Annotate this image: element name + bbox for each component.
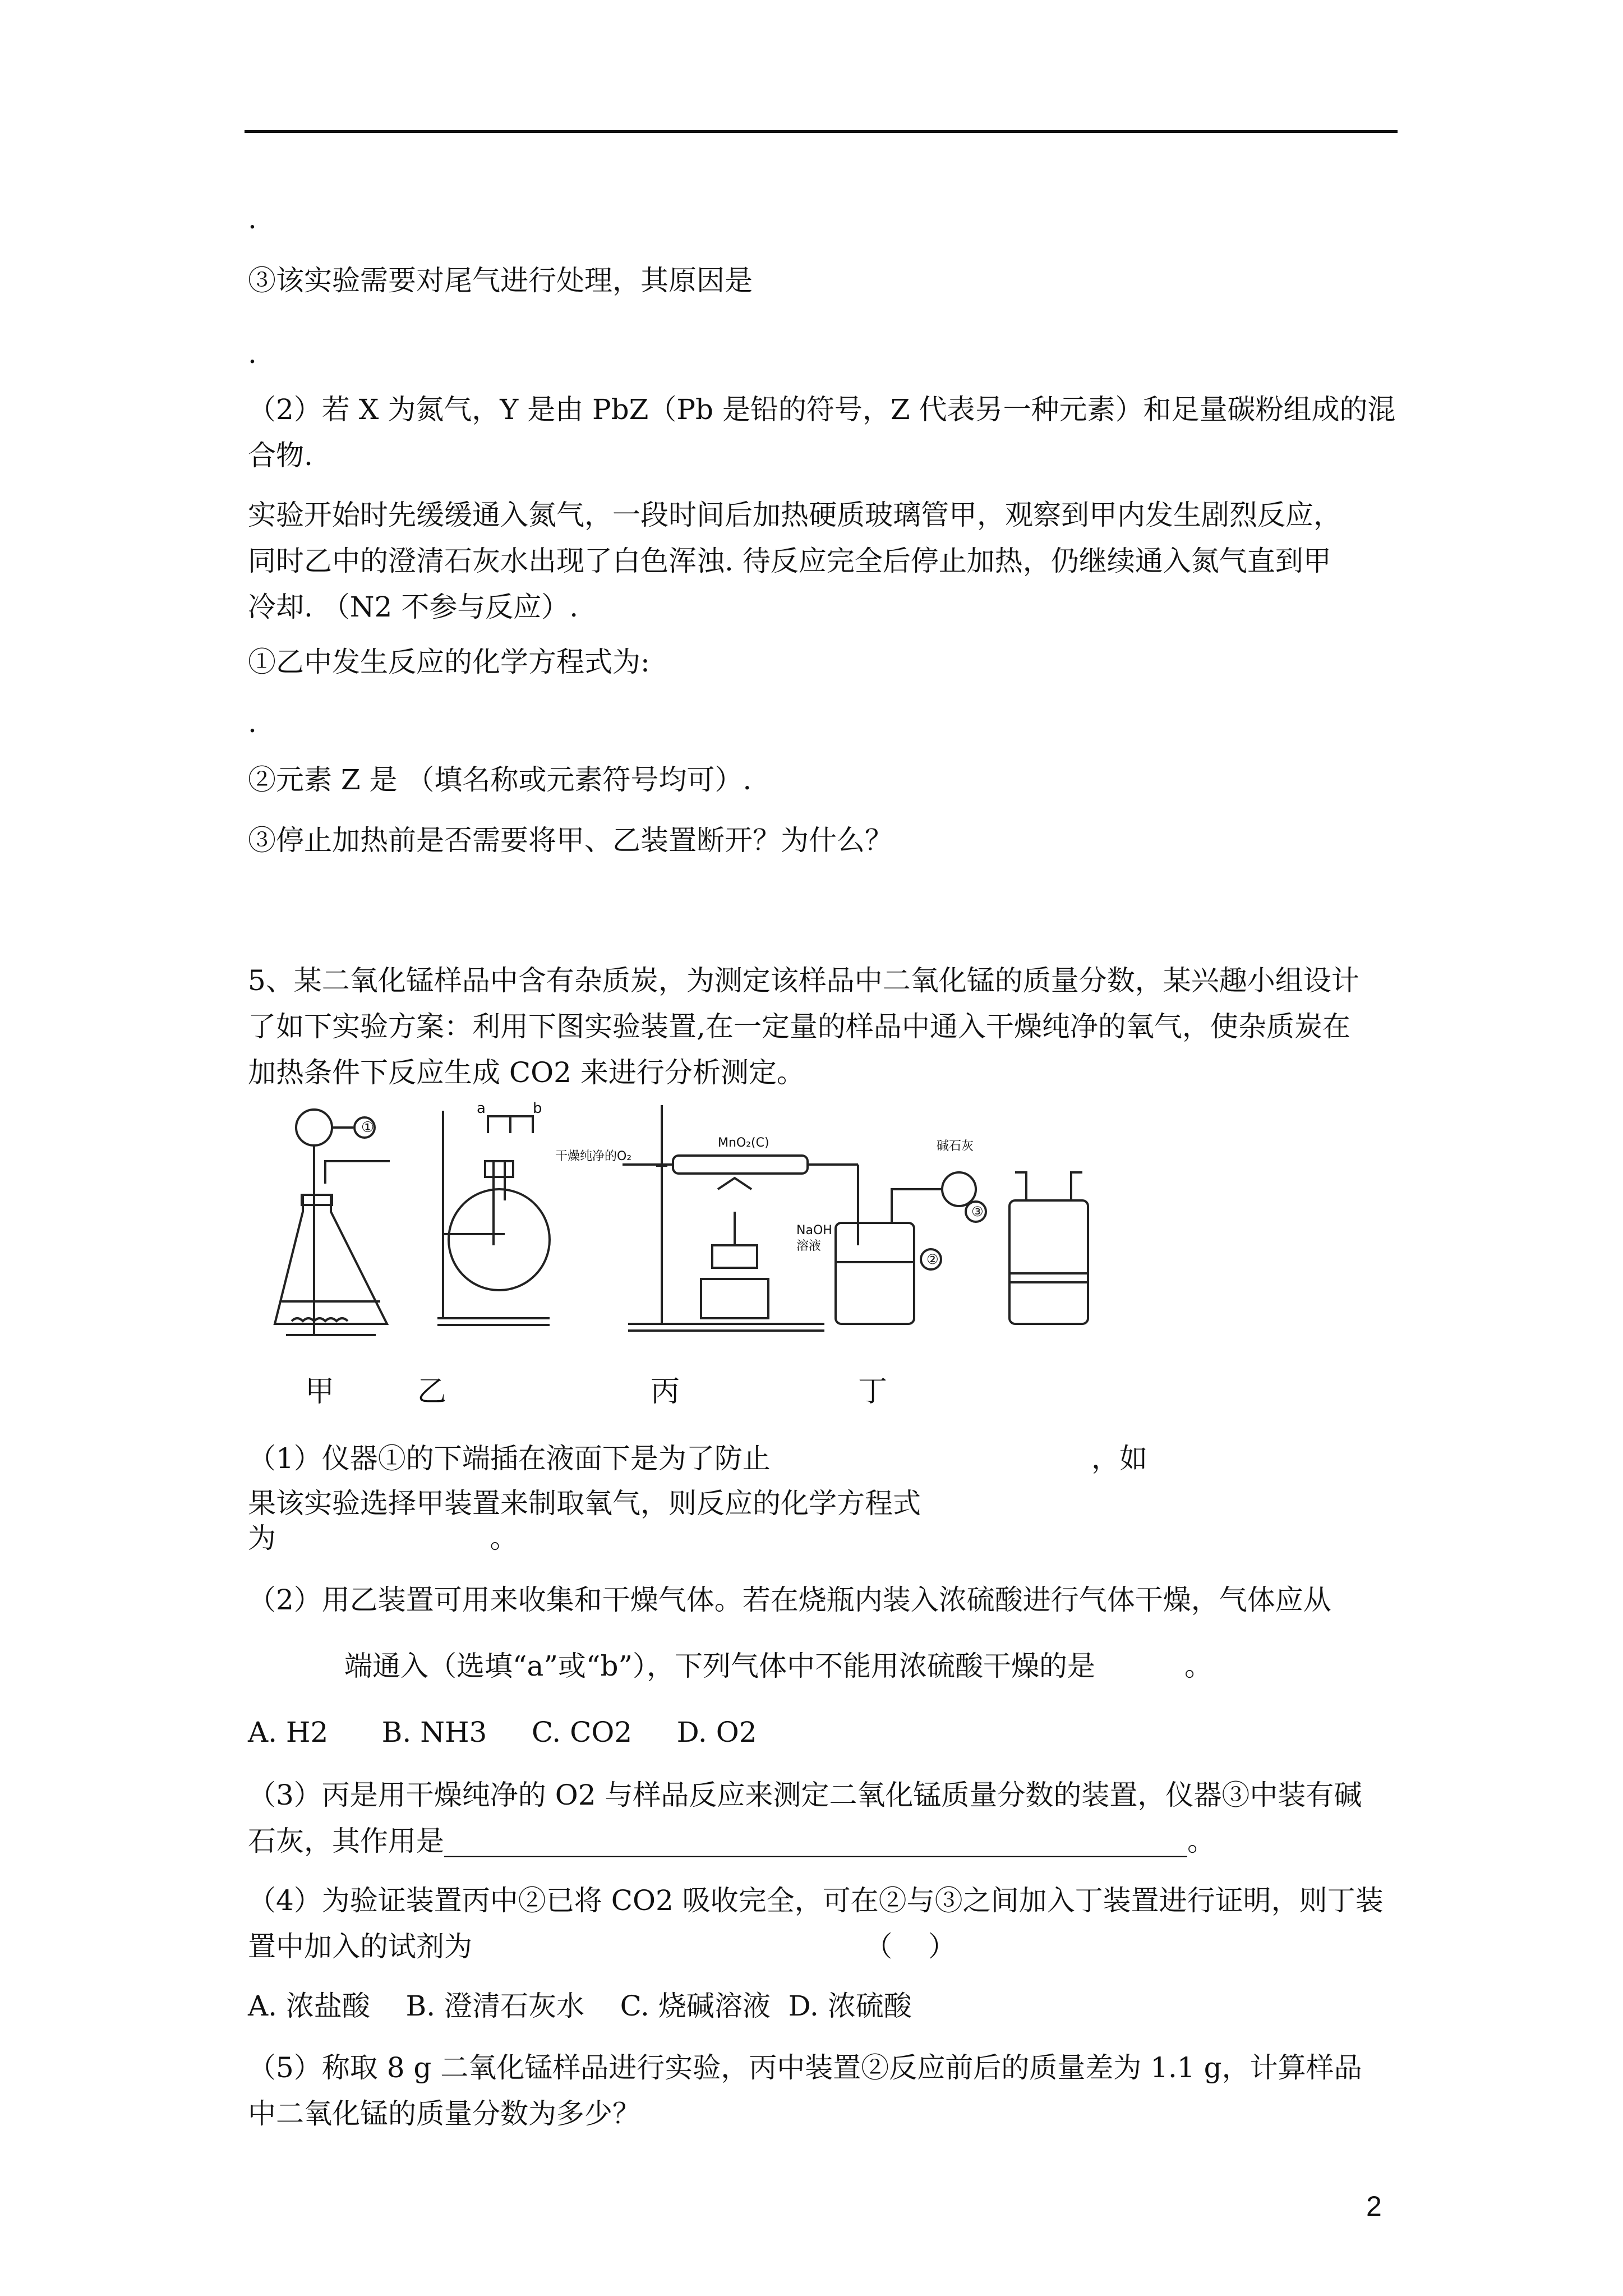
text-line-l05: 合物. <box>248 439 313 472</box>
text-line-l18: 为 。 <box>248 1522 518 1554</box>
text-line-l03: . <box>248 337 257 370</box>
text-line-l26: A. 浓盐酸 B. 澄清石灰水 C. 烧碱溶液 D. 浓硫酸 <box>248 1990 912 2022</box>
text-line-l24: （4）为验证装置丙中②已将 CO2 吸收完全，可在②与③之间加入丁装置进行证明，则丁装 <box>248 1884 1384 1917</box>
text-line-l09: ①乙中发生反应的化学方程式为: <box>248 646 650 678</box>
text-line-l21: A. H2 B. NH3 C. CO2 D. O2 <box>248 1716 757 1749</box>
text-line-l23: 石灰，其作用是_____________________________________________________。 <box>248 1825 1215 1857</box>
text-line-l22: （3）丙是用干燥纯净的 O2 与样品反应来测定二氧化锰质量分数的装置，仪器③中装有碱 <box>248 1779 1362 1811</box>
text-line-l20: 端通入（选填“a”或“b”），下列气体中不能用浓硫酸干燥的是 。 <box>344 1650 1212 1682</box>
text-line-l14: 了如下实验方案：利用下图实验装置,在一定量的样品中通入干燥纯净的氧气，使杂质炭在 <box>248 1010 1350 1043</box>
label-b: b <box>533 1100 542 1117</box>
figure-label-jia: 甲 <box>305 1375 335 1409</box>
header-rule <box>245 130 1398 133</box>
text-line-l10: . <box>248 706 257 739</box>
text-line-l13: 5、某二氧化锰样品中含有杂质炭，为测定该样品中二氧化锰的质量分数，某兴趣小组设计 <box>248 964 1359 997</box>
label-a: a <box>477 1100 486 1117</box>
sample-label: MnO₂(C) <box>718 1136 769 1150</box>
text-line-l11: ②元素 Z 是 （填名称或元素符号均可）. <box>248 763 752 796</box>
text-line-l08: 冷却. （N2 不参与反应）. <box>248 591 579 623</box>
text-line-l17: 果该实验选择甲装置来制取氧气，则反应的化学方程式 <box>248 1487 921 1520</box>
naoh-label-1: NaOH <box>796 1223 832 1237</box>
limestone-label: 碱石灰 <box>937 1139 974 1153</box>
circle-1-text: ① <box>361 1119 375 1136</box>
apparatus-ding <box>1009 1172 1088 1324</box>
text-line-l28: 中二氧化锰的质量分数为多少？ <box>248 2097 640 2130</box>
text-line-l02: ③该实验需要对尾气进行处理，其原因是 <box>248 264 753 297</box>
text-line-l25: 置中加入的试剂为 （ ） <box>248 1930 956 1963</box>
text-line-l06: 实验开始时先缓缓通入氮气，一段时间后加热硬质玻璃管甲，观察到甲内发生剧烈反应， <box>248 499 1341 531</box>
circle-2-text: ② <box>926 1251 939 1267</box>
text-line-l04: （2）若 X 为氮气，Y 是由 PbZ（Pb 是铅的符号，Z 代表另一种元素）和足量碳粉组成的混 <box>248 393 1396 426</box>
text-line-l07: 同时乙中的澄清石灰水出现了白色浑浊. 待反应完全后停止加热，仍继续通入氮气直到甲 <box>248 545 1331 577</box>
apparatus-bing <box>623 1105 986 1331</box>
o2-inlet-label: 干燥纯净的O₂ <box>555 1149 632 1163</box>
text-line-l12: ③停止加热前是否需要将甲、乙装置断开？为什么？ <box>248 824 893 857</box>
figure-label-yi: 乙 <box>417 1375 447 1409</box>
text-line-l19: （2）用乙装置可用来收集和干燥气体。若在烧瓶内装入浓硫酸进行气体干燥，气体应从 <box>248 1584 1331 1616</box>
text-line-l16: （1）仪器①的下端插在液面下是为了防止 ，如 <box>248 1442 1147 1475</box>
apparatus-yi <box>437 1111 550 1325</box>
naoh-label-2: 溶液 <box>796 1239 822 1253</box>
text-line-l01: . <box>248 203 257 235</box>
text-line-l15: 加热条件下反应生成 CO2 来进行分析测定。 <box>248 1056 805 1089</box>
text-line-l27: （5）称取 8 g 二氧化锰样品进行实验，丙中装置②反应前后的质量差为 1.1 g，计算样品 <box>248 2051 1362 2084</box>
apparatus-jia <box>275 1110 390 1335</box>
apparatus-figure <box>269 1099 1110 1352</box>
circle-3-text: ③ <box>971 1204 984 1220</box>
figure-label-bing: 丙 <box>651 1375 680 1409</box>
page-number: 2 <box>1366 2191 1382 2222</box>
figure-label-ding: 丁 <box>858 1375 888 1409</box>
